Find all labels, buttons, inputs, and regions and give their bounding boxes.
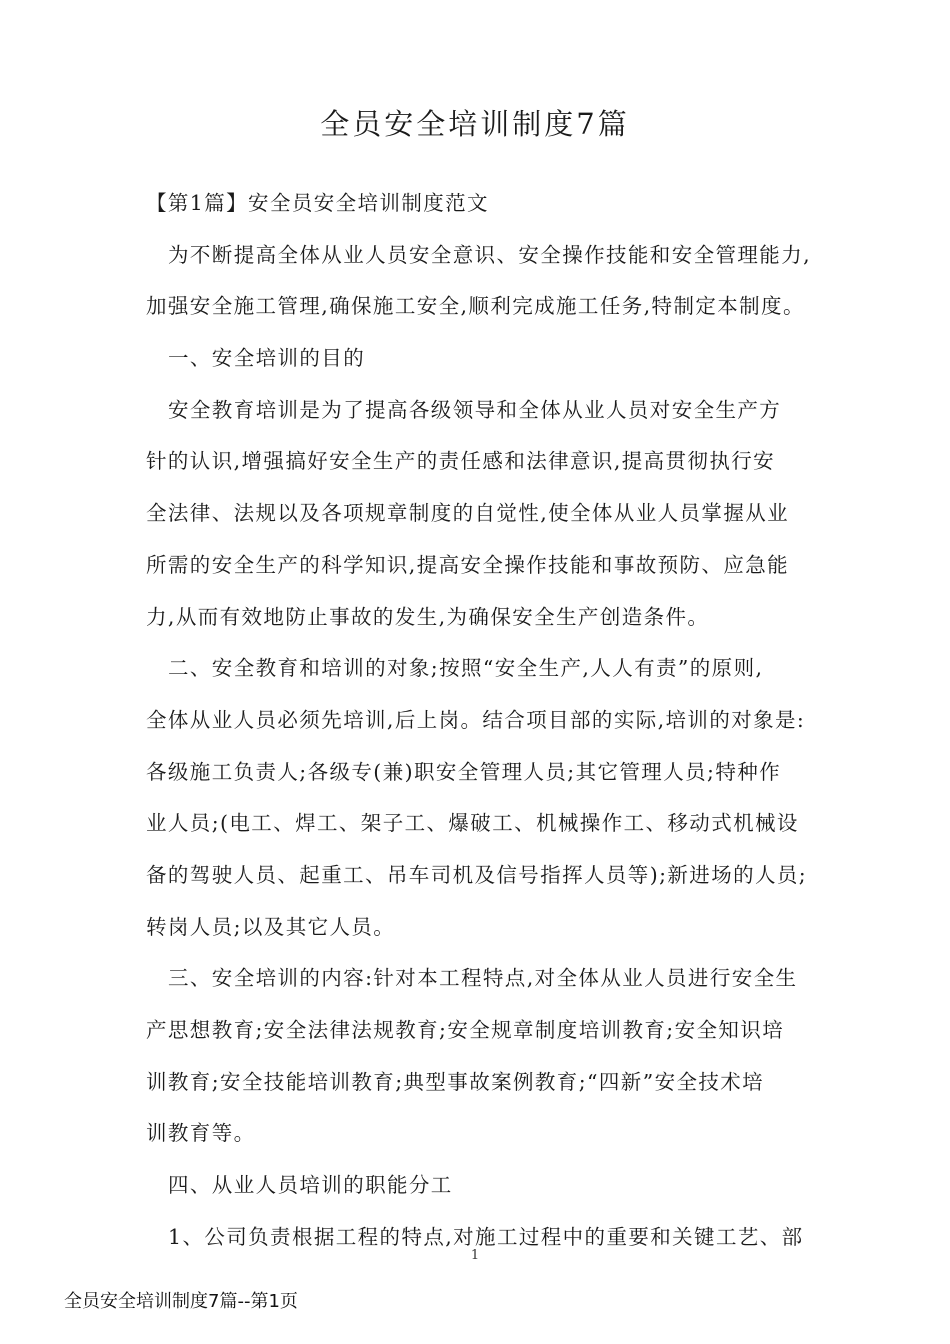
text-line: 四、从业人员培训的职能分工 [168, 1173, 453, 1198]
text-line: 安全教育培训是为了提高各级领导和全体从业人员对安全生产方 [168, 397, 782, 422]
text-line: 各级施工负责人;各级专(兼)职安全管理人员;其它管理人员;特种作 [146, 759, 782, 784]
text-line: 为不断提高全体从业人员安全意识、安全操作技能和安全管理能力, [168, 242, 812, 267]
text-line: 产思想教育;安全法律法规教育;安全规章制度培训教育;安全知识培 [146, 1018, 785, 1042]
text-line: 【第1篇】安全员安全培训制度范文 [146, 191, 489, 215]
text-line: 备的驾驶人员、起重工、吊车司机及信号指挥人员等);新进场的人员; [146, 862, 808, 887]
page-number: 1 [470, 1248, 480, 1263]
footer-label: 全员安全培训制度7篇--第1页 [64, 1291, 298, 1312]
text-line: 针的认识,增强搞好安全生产的责任感和法律意识,提高贯彻执行安 [146, 449, 776, 474]
text-line: 一、安全培训的目的 [168, 346, 366, 371]
document-body [146, 178, 816, 1263]
text-line: 全法律、法规以及各项规章制度的自觉性,使全体从业人员掌握从业 [146, 501, 790, 526]
text-line: 全体从业人员必须先培训,后上岗。结合项目部的实际,培训的对象是: [146, 707, 806, 732]
document-title: 全员安全培训制度7篇 [320, 107, 630, 141]
text-line: 1、公司负责根据工程的特点,对施工过程中的重要和关键工艺、部 [168, 1224, 804, 1249]
text-line: 业人员;(电工、焊工、架子工、爆破工、机械操作工、移动式机械设 [146, 811, 799, 836]
text-line: 所需的安全生产的科学知识,提高安全操作技能和事故预防、应急能 [146, 552, 790, 577]
text-line: 加强安全施工管理,确保施工安全,顺利完成施工任务,特制定本制度。 [146, 294, 805, 319]
text-line: 力,从而有效地防止事故的发生,为确保安全生产创造条件。 [146, 604, 710, 629]
text-line: 训教育;安全技能培训教育;典型事故案例教育;“四新”安全技术培 [146, 1069, 765, 1094]
text-line: 训教育等。 [146, 1121, 256, 1146]
text-line: 二、安全教育和培训的对象;按照“安全生产,人人有责”的原则, [168, 656, 764, 681]
text-line: 转岗人员;以及其它人员。 [146, 914, 396, 939]
text-line: 三、安全培训的内容:针对本工程特点,对全体从业人员进行安全生 [168, 966, 798, 991]
